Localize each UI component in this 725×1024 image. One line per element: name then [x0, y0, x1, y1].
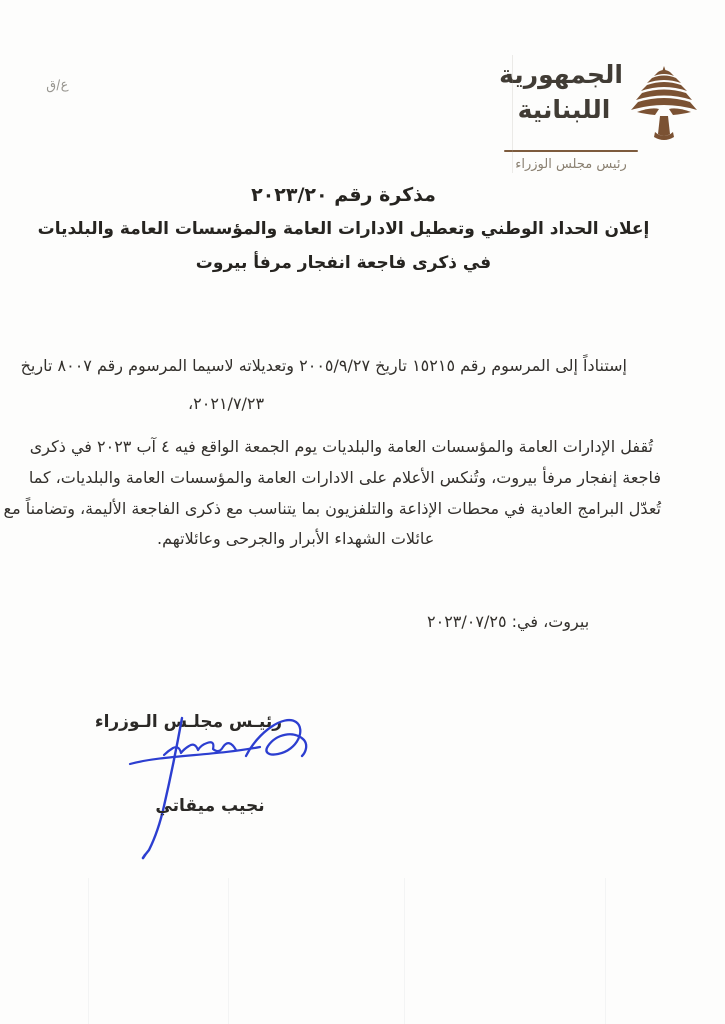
memo-title-block — [0, 184, 687, 273]
pencil-routing-note: ع/ق — [45, 77, 69, 94]
scan-artifact-line — [404, 878, 405, 1024]
memo-number: مذكرة رقم ٢٠٢٣/٢٠ — [251, 184, 436, 206]
signatory-name: نجيب ميقاتي — [155, 796, 265, 816]
paragraph2-line2: فاجعة إنفجار مرفأ بيروت، وتُنكس الأعلام على الادارات العامة والمؤسسات العامة والبلديات، كما — [28, 468, 661, 487]
cedar-tree-logo-icon — [625, 62, 703, 142]
scan-artifact-line — [605, 878, 606, 1024]
letterhead-republic-name — [499, 58, 623, 127]
scan-artifact-line — [512, 55, 513, 173]
letterhead-republic-line2: اللبنانية — [517, 94, 611, 124]
paragraph2-line1: تُقفل الإدارات العامة والمؤسسات العامة والبلديات يوم الجمعة الواقع فيه ٤ آب ٢٠٢٣ في ذكرى — [29, 437, 653, 456]
memo-subject-line2: في ذكرى فاجعة انفجار مرفأ بيروت — [195, 253, 492, 273]
paragraph1-line2: ٢٠٢١/٧/٢٣، — [188, 394, 265, 413]
scan-artifact-line — [228, 878, 229, 1024]
paragraph2-line4: عائلات الشهداء الأبرار والجرحى وعائلاتهم. — [157, 529, 435, 548]
paragraph2-line3: تُعدّل البرامج العادية في محطات الإذاعة والتلفزيون بما يتناسب مع ذكرى الفاجعة الأليمة، وتضامناً مع — [3, 499, 661, 518]
memo-subject-line1: إعلان الحداد الوطني وتعطيل الادارات العامة والمؤسسات العامة والبلديات — [37, 219, 650, 239]
place-date-line: بيروت، في: ٢٠٢٣/٠٧/٢٥ — [427, 612, 590, 631]
letterhead-divider — [504, 150, 638, 152]
letterhead-republic-line1: الجمهورية — [499, 60, 623, 89]
paragraph1-line1: إستناداً إلى المرسوم رقم ١٥٢١٥ تاريخ ٢٠٠٥/٩/٢٧ وتعديلاته لاسيما المرسوم رقم ٨٠٠٧ تاريخ — [20, 356, 627, 375]
signature-ink — [118, 712, 318, 862]
signatory-title: رئيـس مجلـس الـوزراء — [94, 712, 282, 732]
scan-artifact-line — [88, 878, 89, 1024]
letterhead-office-title: رئيس مجلس الوزراء — [515, 157, 627, 172]
